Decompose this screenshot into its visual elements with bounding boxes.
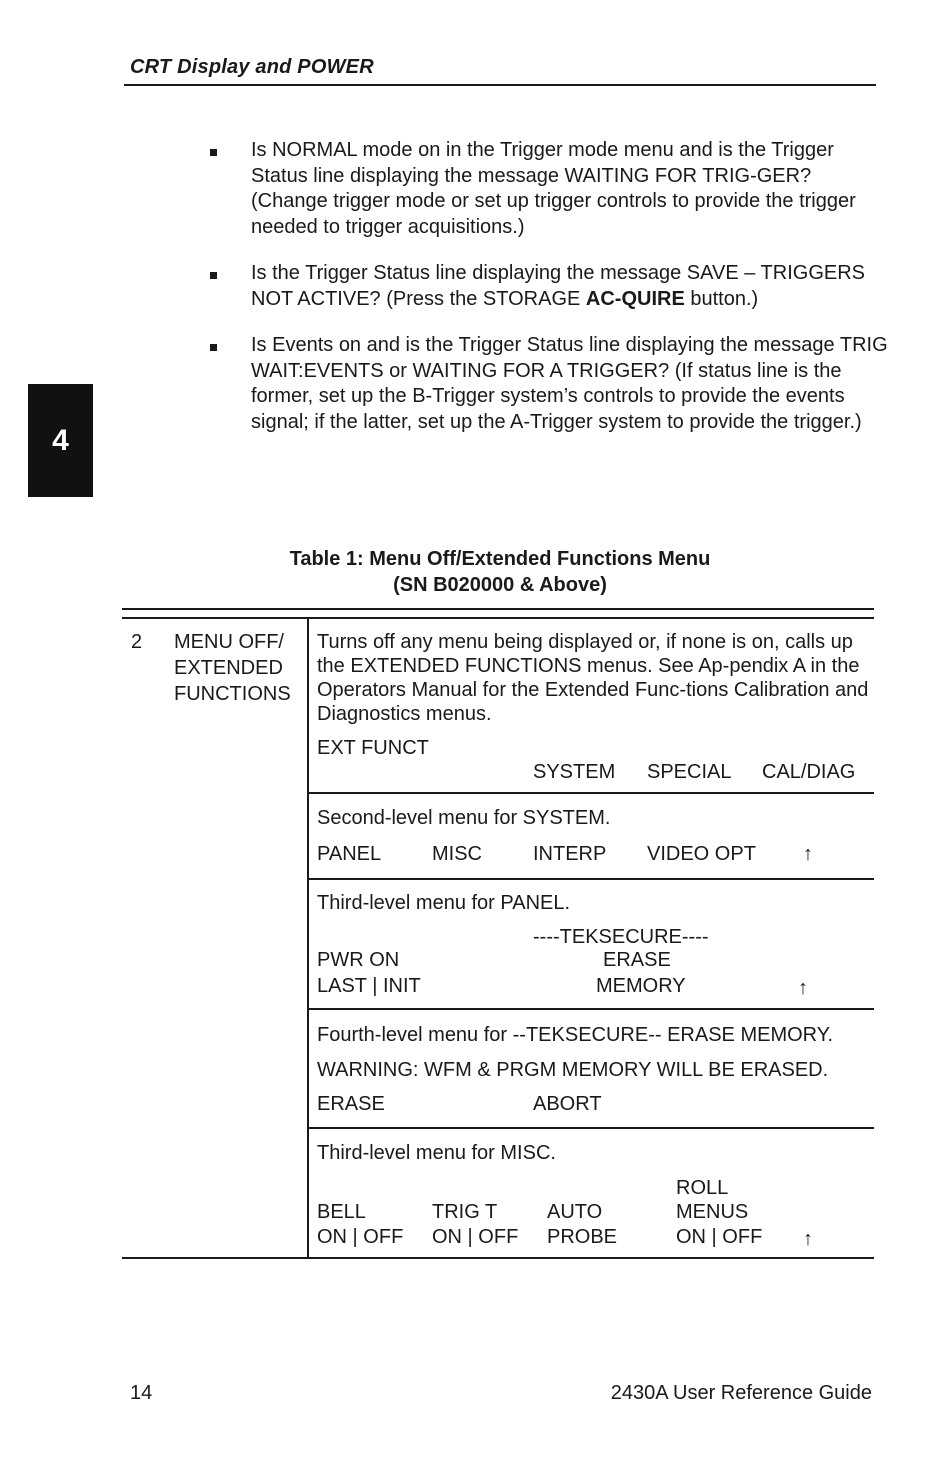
table-title: Table 1: Menu Off/Extended Functions Menu xyxy=(289,548,711,570)
menu-item-erase-confirm: ERASE xyxy=(317,1093,385,1115)
section-divider xyxy=(308,1008,874,1010)
menu-item-roll: ROLL xyxy=(676,1177,729,1199)
arrow-up-icon: ↑ xyxy=(803,843,813,865)
extended-functions-description: Turns off any menu being displayed or, if none is on, calls up the EXTENDED FUNCTIONS menus. See Ap-pendix A in the Operators Manual for the Extended Func-tions Calibration and Diagnostics menus. xyxy=(317,631,869,725)
menu-item-cal-diag: CAL/DIAG xyxy=(762,761,856,783)
teksecure-menu-description: Fourth-level menu for --TEKSECURE-- ERASE MEMORY. xyxy=(317,1024,834,1046)
header-rule xyxy=(124,84,876,86)
acquire-button-name: AC-QUIRE xyxy=(585,287,685,310)
menu-item-erase: ERASE xyxy=(603,949,671,971)
section-divider xyxy=(308,1127,874,1129)
checklist-item-text: Is NORMAL mode on in the Trigger mode menu and is the Trigger Status line displaying the message WAITING FOR TRIG-GER? (Change trigger mode or set up trigger controls to provide the trigger needed to trigger acquisitions.) xyxy=(251,139,856,238)
pwr-on-state: LAST | INIT xyxy=(317,975,421,997)
guide-title: 2430A User Reference Guide xyxy=(610,1382,872,1404)
menu-item-pwr-on: PWR ON xyxy=(317,949,400,971)
menu-item-memory: MEMORY xyxy=(596,975,686,997)
teksecure-label: ----TEKSECURE---- xyxy=(533,926,709,948)
menu-item-probe: PROBE xyxy=(547,1226,618,1248)
bullet-square-icon xyxy=(210,344,217,351)
menu-item-system: SYSTEM xyxy=(533,761,616,783)
bullet-square-icon xyxy=(210,149,217,156)
menu-item-bell: BELL xyxy=(317,1201,366,1223)
ext-funct-menu-title: EXT FUNCT xyxy=(317,737,429,759)
section-tab-number: 4 xyxy=(52,423,69,457)
checklist-item xyxy=(208,261,888,312)
erase-warning: WARNING: WFM & PRGM MEMORY WILL BE ERASED. xyxy=(317,1059,829,1081)
row-number: 2 xyxy=(131,631,143,653)
table-top-rule xyxy=(122,608,874,610)
system-menu-description: Second-level menu for SYSTEM. xyxy=(317,807,611,829)
table-header-rule xyxy=(122,617,874,619)
table-subtitle: (SN B020000 & Above) xyxy=(393,574,607,596)
menu-item-auto: AUTO xyxy=(547,1201,603,1223)
menu-item-video-opt: VIDEO OPT xyxy=(647,843,756,865)
menu-item-menus: MENUS xyxy=(676,1201,749,1223)
checklist-item xyxy=(208,138,888,240)
menu-item-panel: PANEL xyxy=(317,843,382,865)
page-number: 14 xyxy=(130,1382,153,1404)
menu-item-special: SPECIAL xyxy=(647,761,732,783)
bullet-square-icon xyxy=(210,272,217,279)
checklist-item xyxy=(208,333,888,435)
section-tab-marker xyxy=(28,384,93,497)
control-name-line: EXTENDED xyxy=(174,657,283,679)
checklist-item-text: Is Events on and is the Trigger Status line displaying the message TRIG WAIT:EVENTS or WAITING FOR A TRIGGER? (If status line is the former, set up the B-Trigger system’s controls to provide the events signal; if the latter, set up the A-Trigger system to provide the trigger.) xyxy=(251,334,888,433)
table-column-divider xyxy=(307,618,309,1257)
menu-item-misc: MISC xyxy=(432,843,482,865)
misc-menu-description: Third-level menu for MISC. xyxy=(317,1142,556,1164)
arrow-up-icon: ↑ xyxy=(798,977,808,999)
table-bottom-rule xyxy=(122,1257,874,1259)
menu-item-trig-t: TRIG T xyxy=(432,1201,498,1223)
menu-item-interp: INTERP xyxy=(533,843,607,865)
section-divider xyxy=(308,792,874,794)
menu-item-abort: ABORT xyxy=(533,1093,602,1115)
checklist-item-text-end: button.) xyxy=(684,287,759,310)
troubleshooting-checklist xyxy=(208,138,888,456)
running-head: CRT Display and POWER xyxy=(130,56,374,78)
roll-menus-state: ON | OFF xyxy=(676,1226,763,1248)
control-name-line: FUNCTIONS xyxy=(174,683,291,705)
control-name-line: MENU OFF/ xyxy=(174,631,284,653)
table-caption xyxy=(200,546,800,598)
section-divider xyxy=(308,878,874,880)
arrow-up-icon: ↑ xyxy=(803,1228,813,1250)
panel-menu-description: Third-level menu for PANEL. xyxy=(317,892,571,914)
trig-t-state: ON | OFF xyxy=(432,1226,519,1248)
bell-state: ON | OFF xyxy=(317,1226,404,1248)
checklist-item-text: Is the Trigger Status line displaying the message SAVE – TRIGGERS NOT ACTIVE? (Press the STORAGE xyxy=(251,262,865,310)
